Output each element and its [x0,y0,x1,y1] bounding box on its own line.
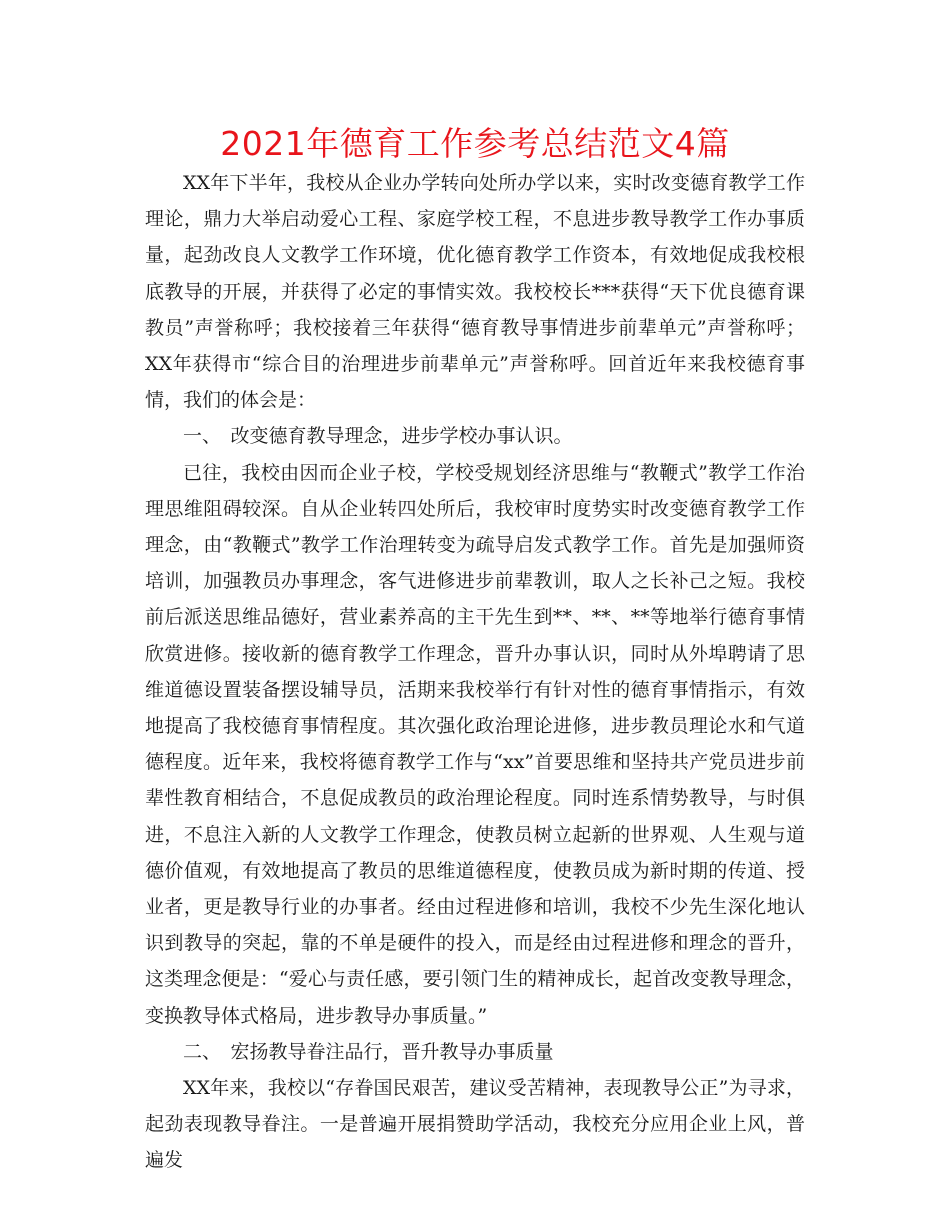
paragraph-section-2: XX年来，我校以“存眷国民艰苦，建议受苦精神，表现教导公正”为寻求，起劲表现教导眷注。一是普遍开展捐赞助学活动，我校充分应用企业上风，普遍发 [145,1077,805,1172]
paragraph-intro: XX年下半年，我校从企业办学转向处所办学以来，实时改变德育教学工作理论，鼎力大举启动爱心工程、家庭学校工程，不息进步教导教学工作办事质量，起劲改良人文教学工作环境，优化德育教学工作资本，有效地促成我校根底教导的开展，并获得了必定的事情实效。我校校长***获得“天下优良德育课教员”声誉称呼；我校接着三年获得“德育教导事情进步前辈单元”声誉称呼；XX年获得市“综合目的治理进步前辈单元”声誉称呼。回首近年来我校德育事情，我们的体会是： [145,172,805,412]
document-body [145,165,805,1179]
section-heading-2: 二、 宏扬教导眷注品行，晋升教导办事质量 [183,1040,554,1063]
paragraph-section-1: 已往，我校由因而企业子校，学校受规划经济思维与“教鞭式”教学工作治理思维阻碍较深。自从企业转四处所后，我校审时度势实时改变德育教学工作理念，由“教鞭式”教学工作治理转变为疏导启发式教学工作。首先是加强师资培训，加强教员办事理念，客气进修进步前辈教训，取人之长补己之短。我校前后派送思维品德好，营业素养高的主干先生到**、**、**等地举行德育事情欣赏进修。接收新的德育教学工作理念，晋升办事认识，同时从外埠聘请了思维道德设置装备摆设辅导员，活期来我校举行有针对性的德育事情指示，有效地提高了我校德育事情程度。其次强化政治理论进修，进步教员理论水和气道德程度。近年来，我校将德育教学工作与“xx”首要思维和坚持共产党员进步前辈性教育相结合，不息促成教员的政治理论程度。同时连系情势教导，与时俱进，不息注入新的人文教学工作理念，使教员树立起新的世界观、人生观与道德价值观，有效地提高了教员的思维道德程度，使教员成为新时期的传道、授业者，更是教导行业的办事者。经由过程进修和培训，我校不少先生深化地认识到教导的突起，靠的不单是硬件的投入，而是经由过程进修和理念的晋升，这类理念便是：“爱心与责任感，要引领门生的精神成长，起首改变教导理念，变换教导体式格局，进步教导办事质量。” [145,461,805,1027]
document-title: 2021年德育工作参考总结范文4篇 [220,124,730,163]
section-heading-1: 一、 改变德育教导理念，进步学校办事认识。 [183,425,573,448]
